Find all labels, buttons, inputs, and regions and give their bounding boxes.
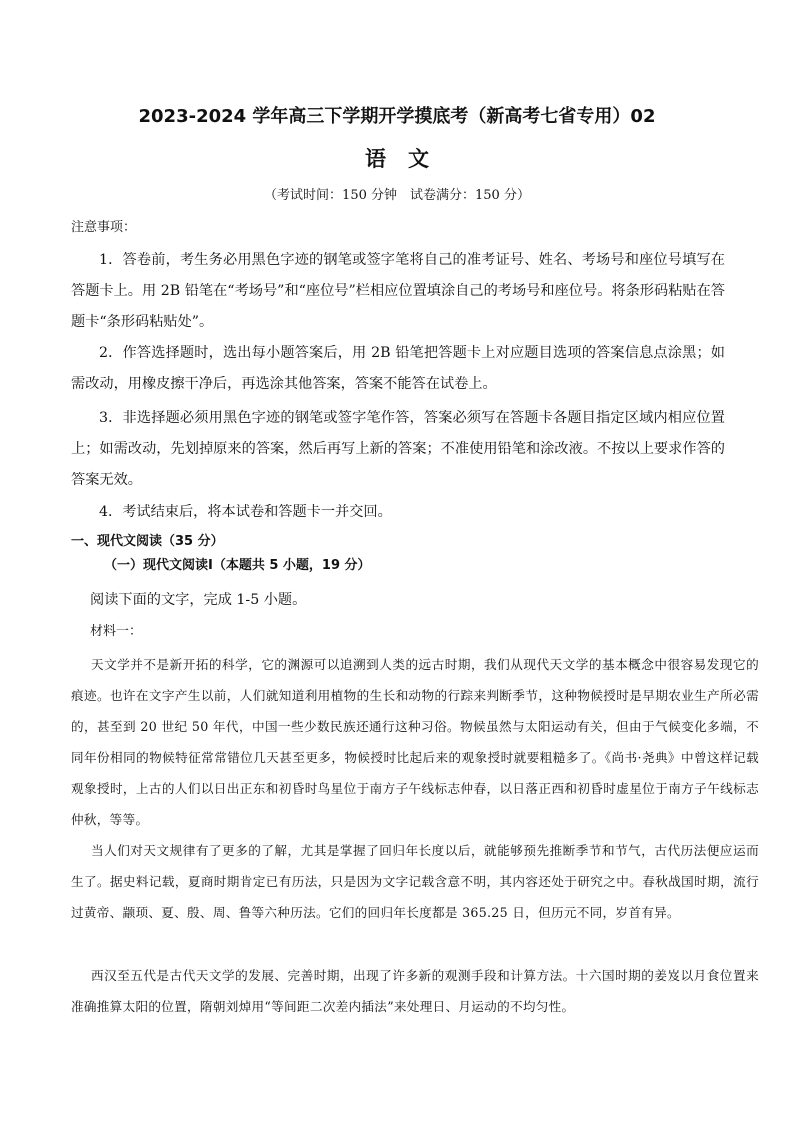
- notice-item: 4．考试结束后，将本试卷和答题卡一并交回。: [99, 504, 392, 520]
- exam-info: （考试时间：150 分钟 试卷满分：150 分）: [264, 188, 530, 203]
- reading-instruction: 阅读下面的文字，完成 1-5 小题。: [90, 592, 307, 608]
- notice-item: 3．非选择题必须用黑色字迹的钢笔或签字笔作答，答案必须写在答题卡各题目指定区域内相应位置上；如需改动，先划掉原来的答案，然后再写上新的答案；不准使用铅笔和涂改液。不按以上要求作答的答案无效。: [71, 410, 725, 488]
- material-paragraph: 当人们对天文规律有了更多的了解，尤其是掌握了回归年长度以后，就能够预先推断季节和节气，古代历法便应运而生了。据史料记载，夏商时期肯定已有历法，只是因为文字记载含意不明，其内容还处于研究之中。春秋战国时期，流行过黄帝、颛顼、夏、殷、周、鲁等六种历法。它们的回归年长度都是 365.25 日，但历元不同，岁首有异。: [71, 843, 759, 920]
- material-paragraph: 西汉至五代是古代天文学的发展、完善时期，出现了许多新的观测手段和计算方法。十六国时期的姜岌以月食位置来准确推算太阳的位置，隋朝刘焯用“等间距二次差内插法”来处理日、月运动的不均匀性。: [71, 968, 759, 1014]
- document-title: 2023-2024 学年高三下学期开学摸底考（新高考七省专用）02: [138, 106, 656, 127]
- notice-heading: 注意事项：: [71, 220, 137, 235]
- notice-item: 2．作答选择题时，选出每小题答案后，用 2B 铅笔把答题卡上对应题目选项的答案信息点涂黑；如需改动，用橡皮擦干净后，再选涂其他答案，答案不能答在试卷上。: [71, 345, 725, 392]
- material-paragraph: 天文学并不是新开拓的科学，它的渊源可以追溯到人类的远古时期，我们从现代天文学的基本概念中很容易发现它的痕迹。也许在文字产生以前，人们就知道利用植物的生长和动物的行踪来判断季节，这种物候授时是早期农业生产所必需的，甚至到 20 世纪 50 年代，中国一些少数民族还通行这种习俗。物候虽然与太阳运动有关，但由于气候变化多端，不同年份相同的物候特征常常错位几天甚至更多，物候授时比起后来的观象授时就要粗糙多了。《尚书·尧典》中曾这样记载观象授时，上古的人们以日出正东和初昏时鸟星位于南方子午线标志仲春，以日落正西和初昏时虚星位于南方子午线标志仲秋，等等。: [71, 657, 759, 827]
- material-label: 材料一：: [90, 624, 143, 639]
- notice-item: 1．答卷前，考生务必用黑色字迹的钢笔或签字笔将自己的准考证号、姓名、考场号和座位号填写在答题卡上。用 2B 铅笔在“考场号”和“座位号”栏相应位置填涂自己的考场号和座位号。将条形码粘贴在答题卡“条形码粘贴处”。: [71, 252, 725, 330]
- section-heading: 一、现代文阅读（35 分）: [71, 534, 224, 549]
- subject-title: 语文: [365, 147, 451, 171]
- subsection-heading: （一）现代文阅读Ⅰ（本题共 5 小题，19 分）: [104, 558, 371, 573]
